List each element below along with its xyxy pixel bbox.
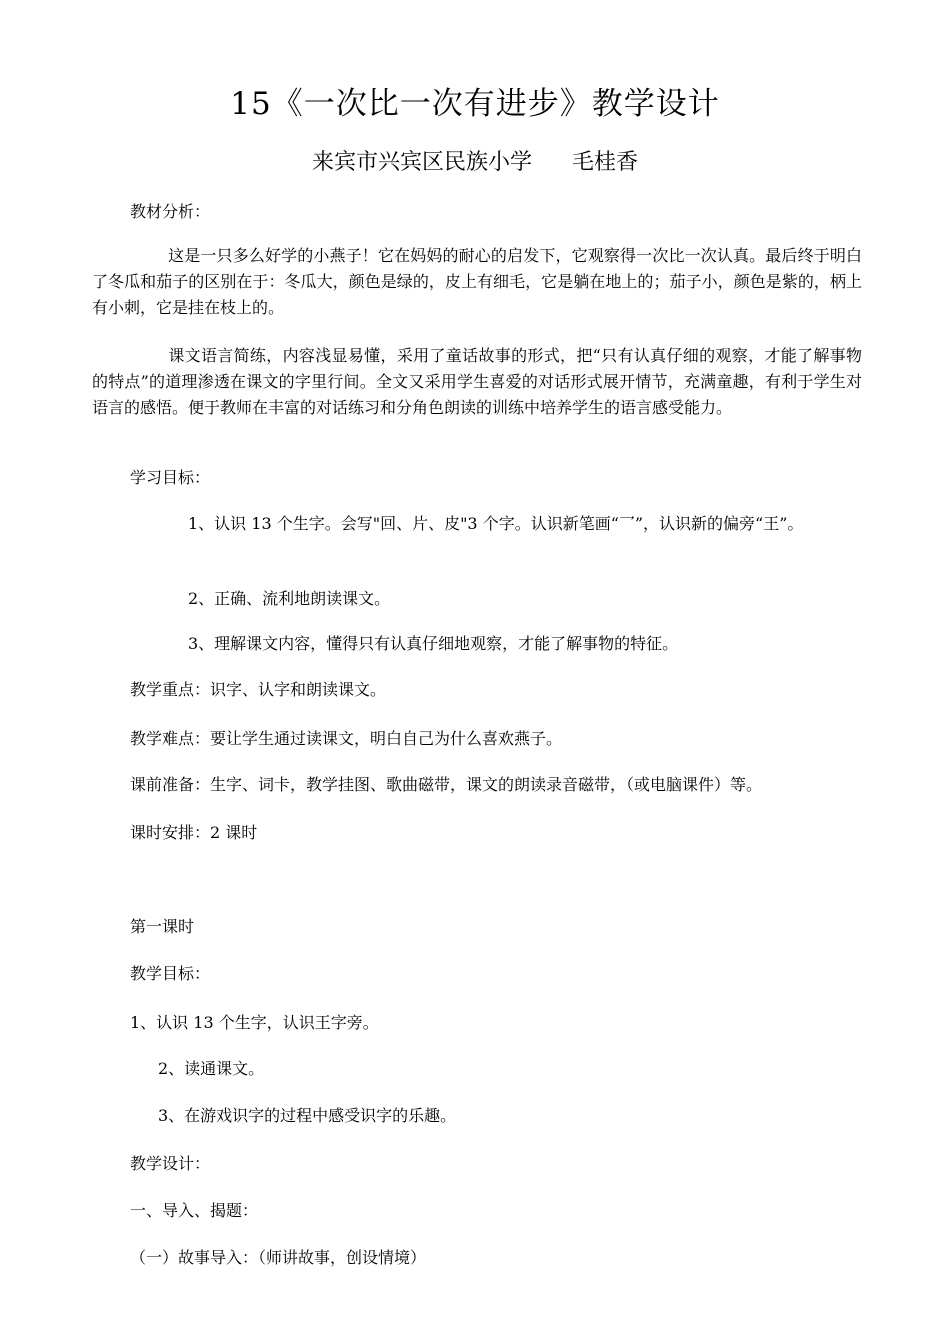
material-paragraph-1 [92,243,862,321]
difficult-point: 教学难点：要让学生通过读课文，明白自己为什么喜欢燕子。 [130,729,563,748]
lesson1-goal-3: 3、在游戏识字的过程中感受识字的乐趣。 [158,1106,457,1125]
learning-goal-1-text: 1、认识 13 个生字。会写"回、片、皮"3 个字。认识新笔画“乛”，认识新的偏旁“王”。 [188,514,804,533]
learning-goal-1 [92,511,862,537]
lesson1-goal-1: 1、认识 13 个生字，认识王字旁。 [130,1013,379,1032]
step-1-sub-1: （一）故事导入：（师讲故事，创设情境） [130,1248,427,1267]
author-name: 毛桂香 [572,150,639,175]
material-analysis-heading: 教材分析： [130,202,211,221]
material-paragraph-2-text: 课文语言简练，内容浅显易懂，采用了童话故事的形式，把“只有认真仔细的观察，才能了解事物的特点”的道理渗透在课文的字里行间。全文又采用学生喜爱的对话形式展开情节，充满童趣，有利于学生对语言的感悟。便于教师在丰富的对话练习和分角色朗读的训练中培养学生的语言感受能力。 [92,346,862,417]
author-school: 来宾市兴宾区民族小学 [311,150,532,175]
document-title: 15《一次比一次有进步》教学设计 [230,86,720,122]
learning-goal-3: 3、理解课文内容，懂得只有认真仔细地观察，才能了解事物的特征。 [188,634,679,653]
preparation: 课前准备：生字、词卡，教学挂图、歌曲磁带，课文的朗读录音磁带，（或电脑课件）等。 [130,775,763,794]
design-heading: 教学设计： [130,1154,211,1173]
step-1: 一、导入、揭题： [130,1201,259,1220]
lesson1-heading: 第一课时 [130,917,195,936]
learning-goals-heading: 学习目标： [130,468,211,487]
learning-goal-2: 2、正确、流利地朗读课文。 [188,589,391,608]
schedule: 课时安排：2 课时 [130,823,258,842]
document-byline [0,146,950,180]
lesson1-goals-heading: 教学目标： [130,964,211,983]
lesson1-goal-2: 2、读通课文。 [158,1059,265,1078]
material-paragraph-2 [92,343,862,421]
material-paragraph-1-text: 这是一只多么好学的小燕子！它在妈妈的耐心的启发下，它观察得一次比一次认真。最后终于明白了冬瓜和茄子的区别在于：冬瓜大，颜色是绿的，皮上有细毛，它是躺在地上的；茄子小，颜色是紫的，柄上有小刺，它是挂在枝上的。 [92,246,862,317]
key-point: 教学重点：识字、认字和朗读课文。 [130,680,387,699]
